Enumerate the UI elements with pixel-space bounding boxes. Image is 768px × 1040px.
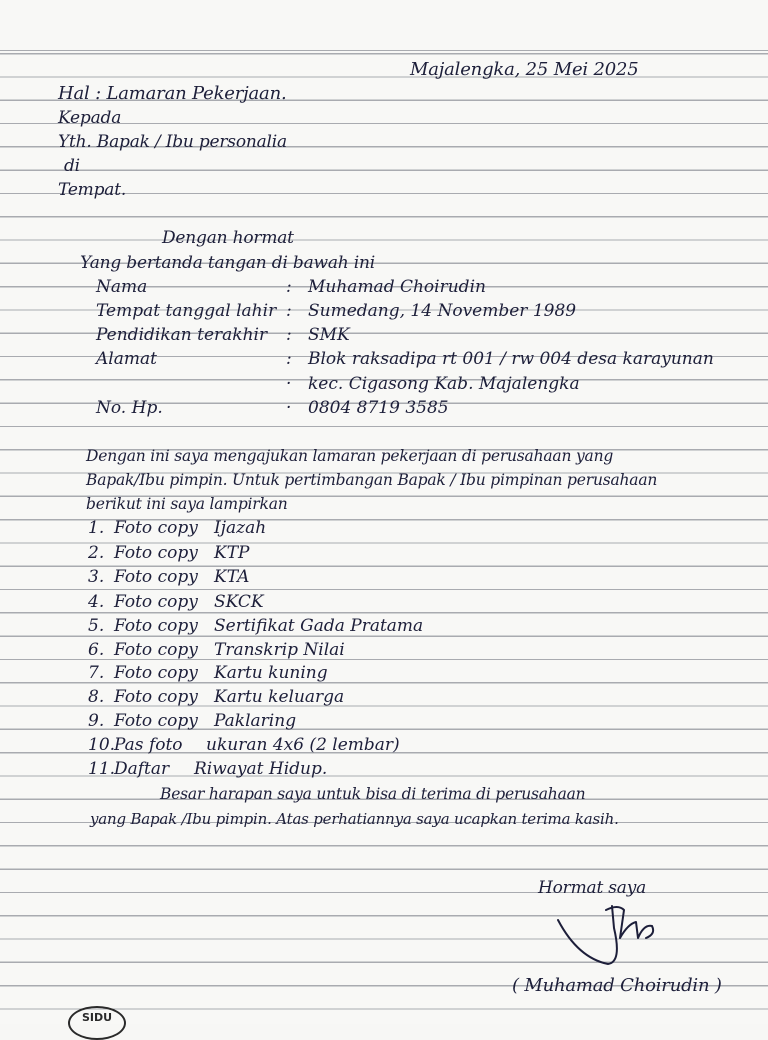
attachment-item: 7. Foto copy Kartu kuning xyxy=(88,663,328,683)
field-address-cont: · kec. Cigasong Kab. Majalengka xyxy=(286,374,580,394)
field-value: Blok raksadipa rt 001 / rw 004 desa karayunan xyxy=(308,349,714,369)
stamp: SIDU xyxy=(68,1006,126,1040)
closing-line-1: Besar harapan saya untuk bisa di terima di perusahaan xyxy=(160,785,586,803)
signoff: Hormat saya xyxy=(538,878,647,898)
attachment-item: 11.Daftar Riwayat Hidup. xyxy=(88,759,328,779)
signature-name: ( Muhamad Choirudin ) xyxy=(512,975,722,996)
attachment-item: 5. Foto copy Sertifikat Gada Pratama xyxy=(88,616,424,636)
attachment-item: 10.Pas foto ukuran 4x6 (2 lembar) xyxy=(88,735,400,755)
place-date: Majalengka, 25 Mei 2025 xyxy=(410,59,639,80)
field-label: Alamat xyxy=(96,349,157,369)
field-label: Pendidikan terakhir xyxy=(96,325,268,345)
field-phone: No. Hp. · 0804 8719 3585 xyxy=(96,398,449,418)
attachment-item: 9. Foto copy Paklaring xyxy=(88,711,297,731)
field-value: Muhamad Choirudin xyxy=(308,277,486,297)
paper-top-margin xyxy=(0,0,768,44)
attachment-item: 4. Foto copy SKCK xyxy=(88,592,264,612)
recipient-line-1: Kepada xyxy=(58,108,122,128)
paper-top-rule xyxy=(0,50,768,51)
field-name: Nama : Muhamad Choirudin xyxy=(96,277,486,297)
recipient-line-2: Yth. Bapak / Ibu personalia xyxy=(58,132,287,152)
attachment-item: 2. Foto copy KTP xyxy=(88,543,250,563)
field-education: Pendidikan terakhir : SMK xyxy=(96,325,350,345)
attachment-item: 6. Foto copy Transkrip Nilai xyxy=(88,640,345,660)
body-line-3: berikut ini saya lampirkan xyxy=(86,495,288,513)
field-label: Nama xyxy=(96,277,148,297)
body-line-1: Dengan ini saya mengajukan lamaran pekerjaan di perusahaan yang xyxy=(86,447,614,465)
field-value: SMK xyxy=(308,325,350,345)
recipient-line-4: Tempat. xyxy=(58,180,127,200)
field-address: Alamat : Blok raksadipa rt 001 / rw 004 desa karayunan xyxy=(96,349,714,369)
field-birth: Tempat tanggal lahir : Sumedang, 14 November 1989 xyxy=(96,301,577,321)
attachment-item: 3. Foto copy KTA xyxy=(88,567,250,587)
field-value: Sumedang, 14 November 1989 xyxy=(308,301,577,321)
field-value: kec. Cigasong Kab. Majalengka xyxy=(308,374,580,394)
attachment-item: 8. Foto copy Kartu keluarga xyxy=(88,687,345,707)
field-value: 0804 8719 3585 xyxy=(308,398,449,418)
field-label: Tempat tanggal lahir xyxy=(96,301,277,321)
letter-subject: Hal : Lamaran Pekerjaan. xyxy=(58,83,287,104)
intro-line: Yang bertanda tangan di bawah ini xyxy=(80,253,375,273)
body-line-2: Bapak/Ibu pimpin. Untuk pertimbangan Bapak / Ibu pimpinan perusahaan xyxy=(86,471,658,489)
attachment-item: 1. Foto copy Ijazah xyxy=(88,518,267,538)
closing-line-2: yang Bapak /Ibu pimpin. Atas perhatiannya saya ucapkan terima kasih. xyxy=(90,810,619,828)
signature-mark xyxy=(548,898,688,968)
recipient-line-3: di xyxy=(64,156,80,176)
field-label: No. Hp. xyxy=(96,398,163,418)
greeting: Dengan hormat xyxy=(162,228,294,248)
